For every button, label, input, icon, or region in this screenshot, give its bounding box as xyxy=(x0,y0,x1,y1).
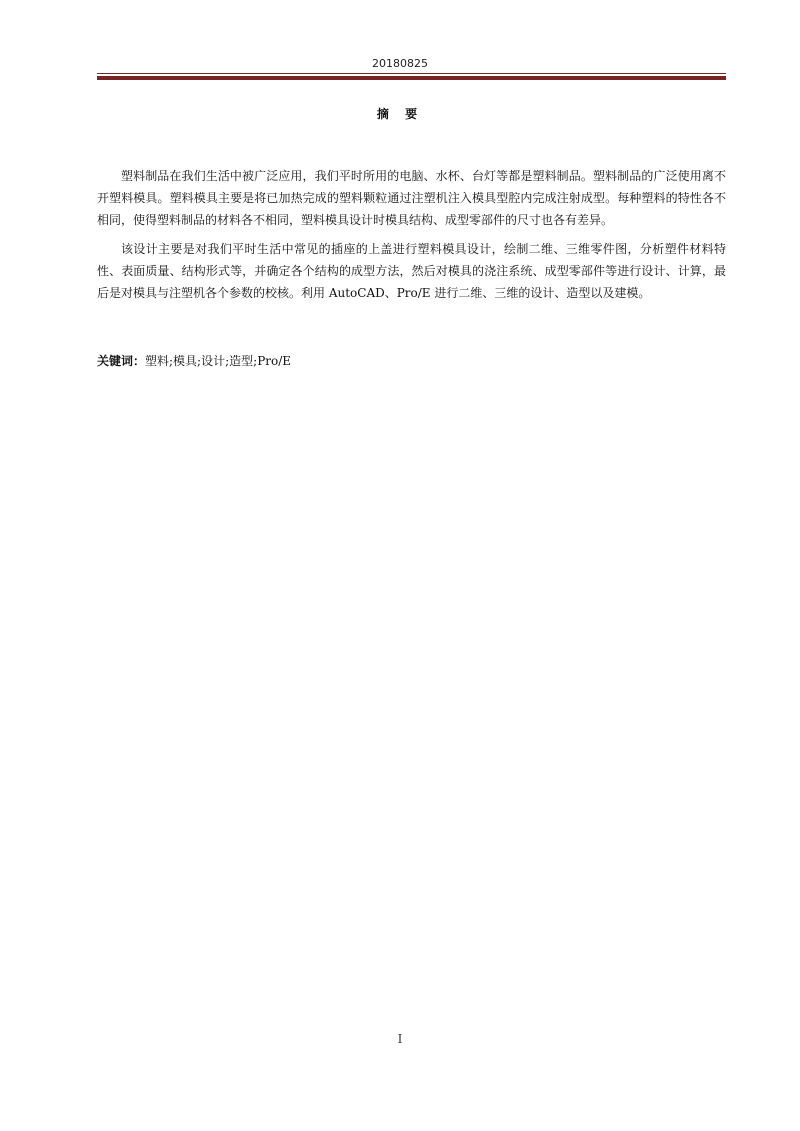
abstract-title: 摘 要 xyxy=(376,107,424,121)
page-number: I xyxy=(397,1032,403,1046)
keywords-value: 塑料;模具;设计;造型;Pro/E xyxy=(145,354,292,368)
running-header: 20180825 xyxy=(372,57,428,70)
keywords-line xyxy=(97,353,726,369)
keywords-label: 关键词： xyxy=(97,354,146,368)
header-rule-thick xyxy=(97,76,726,80)
abstract-paragraph-2: 该设计主要是对我们平时生活中常见的插座的上盖进行塑料模具设计，绘制二维、三维零件图，分析塑件材料特性、表面质量、结构形式等，并确定各个结构的成型方法，然后对模具的浇注系统、成型零部件等进行设计、计算，最后是对模具与注塑机各个参数的校核。利用 AutoCAD、Pro/E 进行二维、三维的设计、造型以及建模。 xyxy=(97,242,726,300)
header-rule-thin xyxy=(97,73,726,74)
abstract-paragraph-1: 塑料制品在我们生活中被广泛应用，我们平时所用的电脑、水杯、台灯等都是塑料制品。塑料制品的广泛使用离不开塑料模具。塑料模具主要是将已加热完成的塑料颗粒通过注塑机注入模具型腔内完成注射成型。每种塑料的特性各不相同，使得塑料制品的材料各不相同，塑料模具设计时模具结构、成型零部件的尺寸也各有差异。 xyxy=(97,169,726,227)
